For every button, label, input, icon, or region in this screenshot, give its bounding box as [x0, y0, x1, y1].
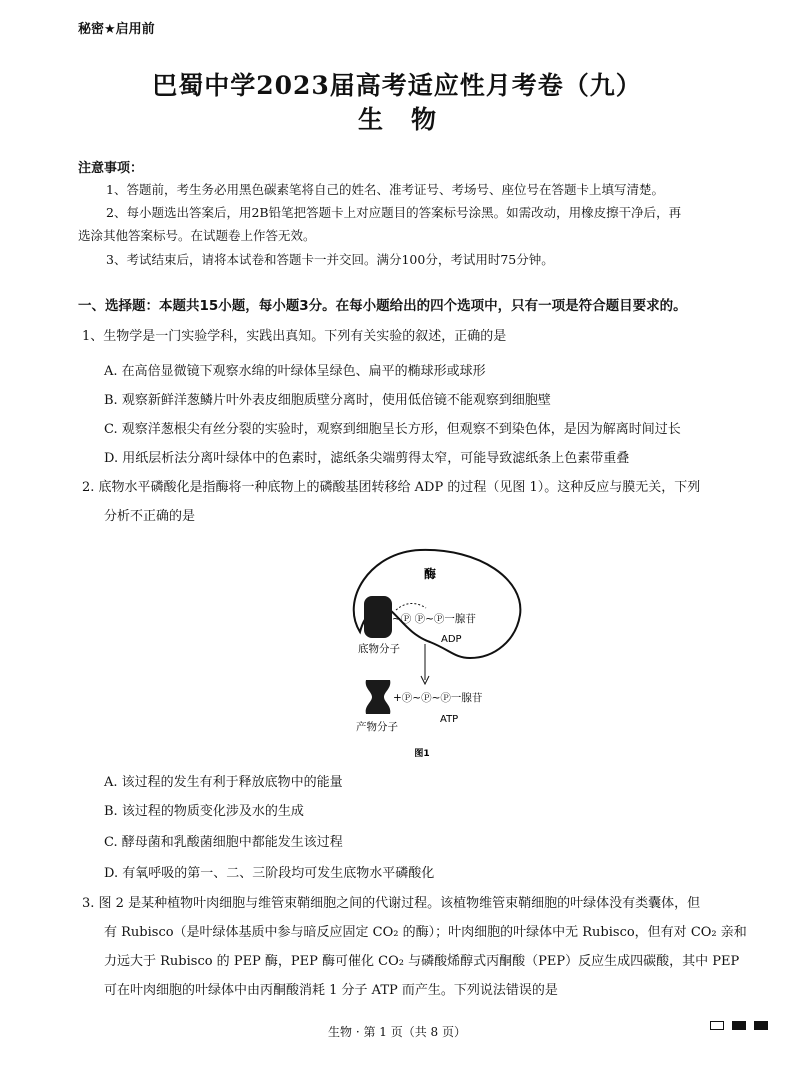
figure-1-diagram	[330, 540, 530, 765]
q2-option-c: C. 酵母菌和乳酸菌细胞中都能发生该过程	[104, 835, 343, 850]
notice-item: 1、答题前，考生务必用黑色碳素笔将自己的姓名、准考证号、考场号、座位号在答题卡上填写清楚。	[106, 182, 664, 197]
subject-title: 生物	[357, 105, 464, 134]
q1-option-c: C. 观察洋葱根尖有丝分裂的实验时，观察到细胞呈长方形，但观察不到染色体，是因为解离时间过长	[104, 422, 681, 437]
substrate-molecule	[364, 596, 392, 638]
question-3-line: 可在叶肉细胞的叶绿体中由丙酮酸消耗 1 分子 ATP 而产生。下列说法错误的是	[104, 983, 558, 998]
notice-heading: 注意事项：	[78, 161, 144, 176]
figure-caption: 图1	[414, 749, 430, 759]
atp-label: ATP	[440, 714, 459, 725]
q2-option-a: A. 该过程的发生有利于释放底物中的能量	[104, 775, 343, 790]
registration-marks	[710, 1021, 768, 1030]
substrate-label: 底物分子	[358, 643, 400, 655]
q1-option-d: D. 用纸层析法分离叶绿体中的色素时，滤纸条尖端剪得太窄，可能导致滤纸条上色素带重叠	[104, 451, 630, 466]
notice-item: 选涂其他答案标号。在试题卷上作答无效。	[78, 228, 316, 243]
product-phosphate-chain: +Ⓟ~Ⓟ~Ⓟ一腺苷	[393, 692, 483, 704]
notice-item: 3、考试结束后，请将本试卷和答题卡一并交回。满分100分，考试用时75分钟。	[106, 252, 554, 267]
q2-option-d: D. 有氧呼吸的第一、二、三阶段均可发生底物水平磷酸化	[104, 866, 435, 881]
q1-option-a: A. 在高倍显微镜下观察水绵的叶绿体呈绿色、扁平的椭球形或球形	[104, 364, 486, 379]
question-2-stem: 2. 底物水平磷酸化是指酶将一种底物上的磷酸基团转移给 ADP 的过程（见图 1）。这种反应与膜无关，下列	[82, 480, 701, 495]
product-label: 产物分子	[356, 721, 398, 733]
question-3-line: 有 Rubisco（是叶绿体基质中参与暗反应固定 CO₂ 的酶）；叶肉细胞的叶绿体中无 Rubisco，但有对 CO₂ 亲和	[104, 925, 747, 940]
notice-item: 2、每小题选出答案后，用2B铅笔把答题卡上对应题目的答案标号涂黑。如需改动，用橡皮擦干净后，再	[106, 205, 682, 220]
adp-label: ADP	[441, 634, 462, 645]
confidential-label: 秘密★启用前	[78, 22, 155, 37]
mark-box-filled	[732, 1021, 746, 1030]
question-3-line: 力远大于 Rubisco 的 PEP 酶，PEP 酶可催化 CO₂ 与磷酸烯醇式丙酮酸（PEP）反应生成四碳酸，其中 PEP	[104, 954, 740, 969]
question-3-line: 3. 图 2 是某种植物叶肉细胞与维管束鞘细胞之间的代谢过程。该植物维管束鞘细胞的叶绿体没有类囊体，但	[82, 896, 701, 911]
page-footer: 生物 · 第 1 页（共 8 页）	[328, 1025, 466, 1039]
section-heading: 一、选择题：本题共15小题，每小题3分。在每小题给出的四个选项中，只有一项是符合题目要求的。	[78, 298, 687, 314]
q1-option-b: B. 观察新鲜洋葱鳞片叶外表皮细胞质壁分离时，使用低倍镜不能观察到细胞壁	[104, 393, 551, 408]
enzyme-label: 酶	[423, 567, 437, 581]
substrate-phosphate-chain: ~Ⓟ Ⓟ~Ⓟ一腺苷	[392, 613, 476, 625]
question-2-stem-cont: 分析不正确的是	[104, 509, 196, 524]
mark-box-filled	[754, 1021, 768, 1030]
product-molecule	[366, 680, 391, 714]
q2-option-b: B. 该过程的物质变化涉及水的生成	[104, 804, 304, 819]
exam-title: 巴蜀中学2023届高考适应性月考卷（九）	[152, 71, 642, 100]
question-1-stem: 1、生物学是一门实验学科，实践出真知。下列有关实验的叙述，正确的是	[82, 329, 507, 344]
mark-box-empty	[710, 1021, 724, 1030]
